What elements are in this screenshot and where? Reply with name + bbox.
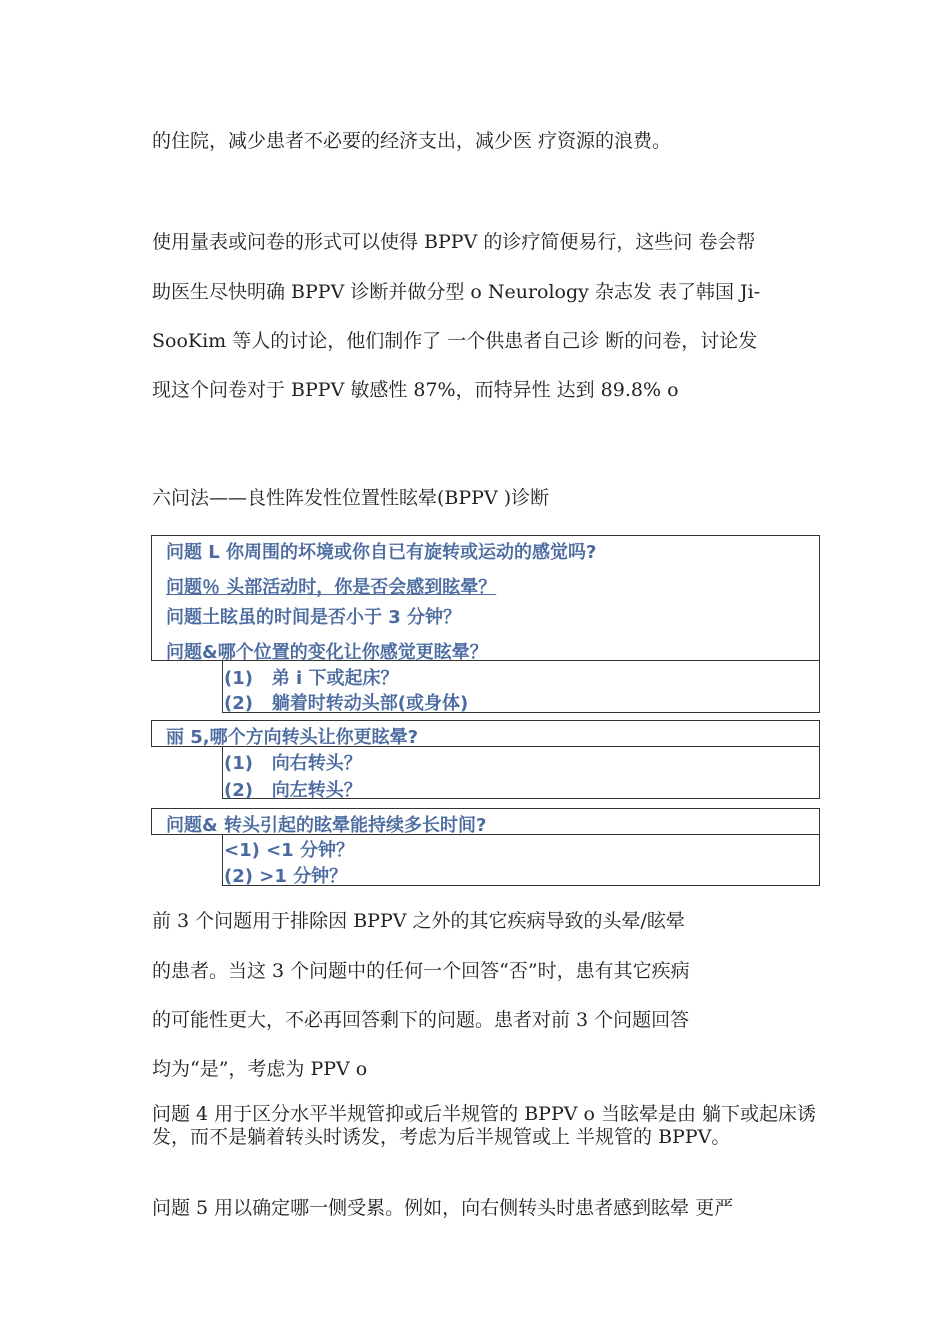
paragraph-questionnaire-line-1: 使用量表或问卷的形式可以使得 BPPV 的诊疗简便易行，这些问 卷会帮: [152, 231, 756, 253]
paragraph-question-5: 问题 5 用以确定哪一侧受累。例如，向右侧转头时患者感到眩晕 更严: [152, 1197, 734, 1219]
question-5: 丽 5,哪个方向转头让你更眩晕?: [166, 727, 419, 748]
question-4: 问题&哪个位置的变化让你感觉更眩晕？: [166, 642, 488, 663]
question-5-option-2: (2) 向左转头？: [224, 780, 362, 801]
question-4-option-2: (2) 躺着时转动头部(或身体): [224, 693, 469, 714]
paragraph-questionnaire-line-3: SooKim 等人的讨论，他们制作了 一个供患者自己诊 断的问卷，讨论发: [152, 330, 758, 352]
question-6: 问题& 转头引起的眩晕能持续多长时间?: [166, 815, 487, 836]
question-6-option-1: <1) <1 分钟？: [224, 840, 354, 861]
question-3: 问题土眩虽的时间是否小于 3 分钟？: [166, 607, 462, 628]
question-6-option-2: (2) >1 分钟？: [224, 866, 348, 887]
paragraph-hospitalization: 的住院，减少患者不必要的经济支出，减少医 疗资源的浪费。: [152, 130, 672, 152]
paragraph-questionnaire-line-2: 助医生尽快明确 BPPV 诊断并做分型 o Neurology 杂志发 表了韩国 Ji-: [152, 281, 761, 303]
question-1: 问题 L 你周围的坏境或你自已有旋转或运动的感觉吗?: [166, 542, 597, 563]
section-heading: 六问法——良性阵发性位置性眩晕(BPPV )诊断: [152, 487, 550, 509]
paragraph-question-4: 问题 4 用于区分水平半规管抑或后半规管的 BPPV o 当眩晕是由 躺下或起床诱发，而不是躺着转头时诱发，考虑为后半规管或上 半规管的 BPPV。: [152, 1103, 817, 1148]
question-2: 问题％ 头部活动时，你是否会感到眩晕？: [166, 577, 497, 598]
paragraph-questionnaire-line-4: 现这个问卷对于 BPPV 敏感性 87%，而特异性 达到 89.8% o: [152, 379, 679, 401]
question-5-option-1: (1) 向右转头？: [224, 753, 362, 774]
paragraph-first-three-line-4: 均为“是”，考虑为 PPV o: [152, 1058, 368, 1080]
paragraph-first-three-line-1: 前 3 个问题用于排除因 BPPV 之外的其它疾病导致的头晕/眩晕: [152, 910, 685, 932]
question-4-option-1: (1) 弟 i 下或起床？: [224, 668, 399, 689]
paragraph-first-three-line-3: 的可能性更大，不必再回答剩下的问题。患者对前 3 个问题回答: [152, 1009, 690, 1031]
paragraph-first-three-line-2: 的患者。当这 3 个问题中的任何一个回答“否”时，患有其它疾病: [152, 960, 690, 982]
